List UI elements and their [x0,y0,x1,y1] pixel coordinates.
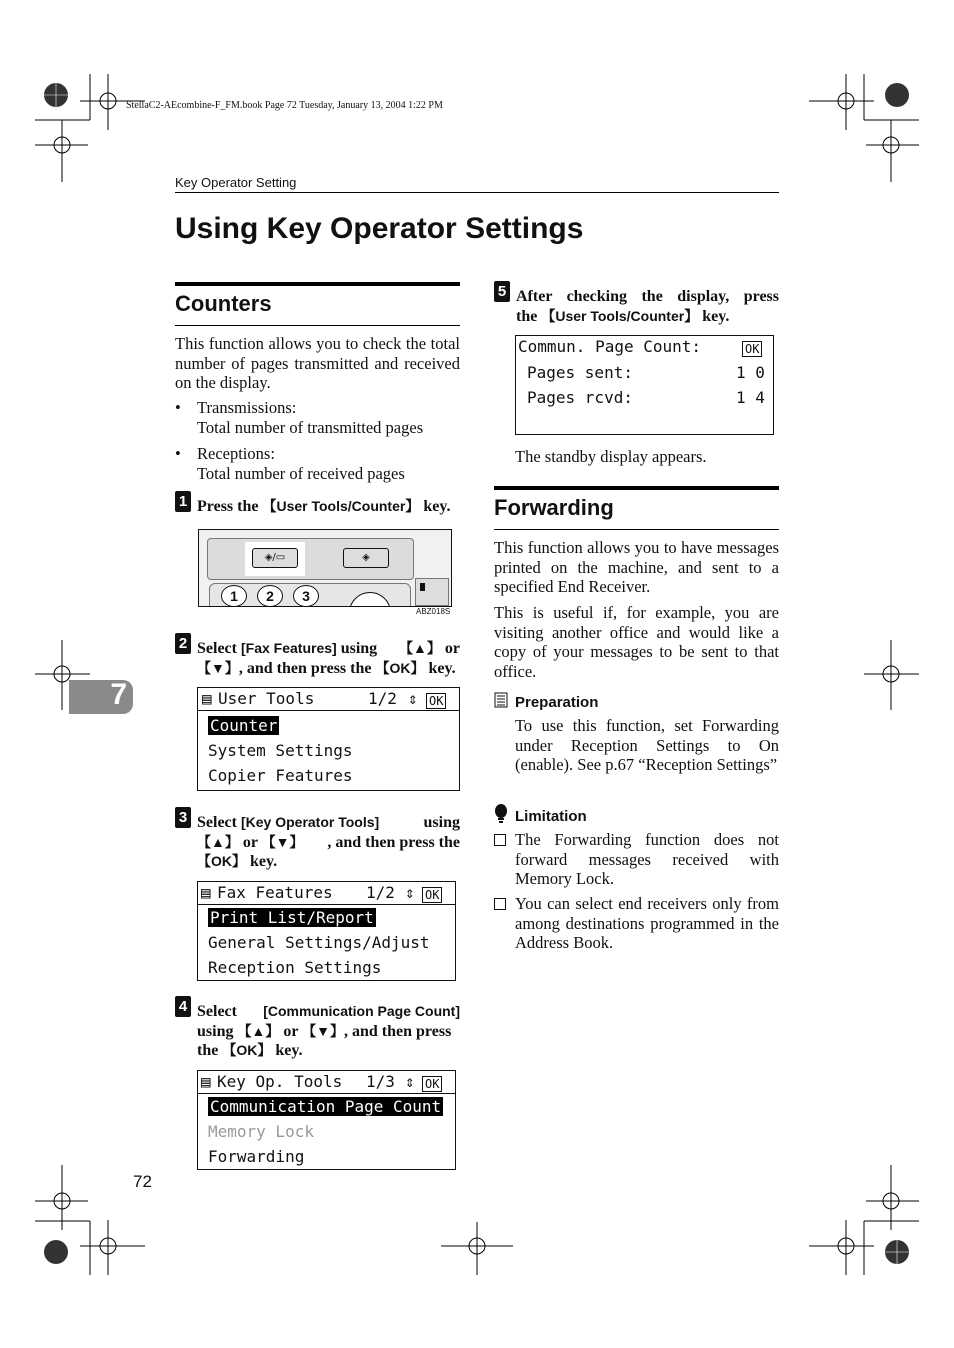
step-2-number: 2 [175,633,191,654]
book-metadata: StellaC2-AEcombine-F_FM.book Page 72 Tuesday, January 13, 2004 1:22 PM [126,100,443,111]
preparation-text: To use this function, set Forwarding under Reception Settings to On (enable). See p.67 “Reception Settings” [515,716,779,774]
limitation-item-1 [494,830,779,892]
step-2-l2b: key. [424,659,456,677]
step-4-l2b: or [279,1022,303,1040]
step-5-text [516,287,779,326]
step-3-l1b: using [423,814,460,831]
ok-key: 【OK】 [197,853,246,869]
lcd-title: User Tools [218,689,315,708]
bullet-detail: Total number of transmitted pages [197,418,424,437]
step-4-l1a: Select [197,1003,237,1020]
fax-features-key: [Fax Features] [240,640,337,656]
down-arrow-key: 【▼】 [197,659,239,676]
communication-page-count-key: [Communication Page Count] [263,1003,460,1019]
step-5-l2b: key. [698,307,730,325]
header-rule [175,192,779,193]
lcd-page-count [515,335,774,435]
bullet-transmissions [175,398,460,442]
up-arrow-key: 【▲】 [237,1022,280,1039]
running-head: Key Operator Setting [175,175,297,190]
step-3-line-2 [197,833,460,853]
lcd-row-selected [208,1097,443,1116]
counters-heading: Counters [175,291,272,316]
user-tools-button-icon: ◈/▭ [252,548,298,568]
step-5-line-2 [516,307,779,327]
lcd-title-bar [198,688,459,711]
up-arrow-key: 【▲】 [197,833,239,850]
checkbox-icon [494,898,506,910]
step-3-l2a: or [238,833,262,851]
lcd-page: 1/2 [366,883,395,902]
limitation-heading: Limitation [515,808,587,825]
pages-rcvd-value: 1 4 [736,388,765,407]
counters-intro: This function allows you to check the total number of pages transmitted and received on the display. [175,334,460,392]
lcd-row-copier-features: Copier Features [208,766,353,785]
ok-label: OK [742,341,762,357]
step-4-line-2 [197,1022,460,1042]
ok-indicator [742,338,762,357]
down-arrow-key: 【▼】 [302,1022,344,1039]
ok-indicator [422,884,442,903]
lcd-title-bar [198,882,455,905]
forwarding-para-1: This function allows you to have messages printed on the machine, and sent to a specified End Receiver. [494,538,779,596]
lcd-row-counter: Counter [210,716,278,735]
bullet-label: Receptions: [197,444,275,463]
up-arrow-key: 【▲】 [399,640,441,656]
lcd-row-selected [208,908,376,927]
step-3-number: 3 [175,807,191,828]
ok-key: 【OK】 [375,659,425,676]
key-operator-tools-key: [Key Operator Tools] [240,814,380,830]
limitation-icon [494,804,508,824]
ok-label: OK [422,1076,442,1092]
ok-label: OK [422,887,442,903]
step-5-number: 5 [494,281,510,302]
up-down-icon: ⇕ [405,1072,415,1091]
chapter-number: 7 [110,678,127,711]
limitation-text-2: You can select end receivers only from among destinations programmed in the Address Book. [515,894,779,952]
bullet-dot: • [175,444,181,463]
chapter-tab [69,680,133,714]
preparation-icon [494,692,508,708]
step-2-text [197,639,460,678]
step-3-l2b: , and then press the [327,833,460,851]
lcd-title: Key Op. Tools [217,1072,343,1091]
check-button-icon: ◈ [343,548,389,568]
step-3-line-3 [197,852,460,872]
lcd-title-bar [516,336,773,358]
limitation-text-1: The Forwarding function does not forward messages received with Memory Lock. [515,830,779,888]
lcd-row-general-settings: General Settings/Adjust [208,933,430,952]
numeric-key-3: 3 [293,585,319,607]
step-4-l2c: , and then press [344,1022,452,1040]
lcd-title-bar [198,1071,455,1094]
illustration-code: ABZ018S [416,607,451,616]
lcd-page: 1/2 [368,689,397,708]
forwarding-heading: Forwarding [494,495,614,520]
step-4-line-3 [197,1041,460,1061]
step-4-number: 4 [175,996,191,1017]
lcd-row-communication-page-count: Communication Page Count [210,1097,442,1116]
step-4-line-1 [197,1002,460,1022]
step-3-l1a: Select [197,814,241,831]
step-5-line-1: After checking the display, press [516,288,779,305]
control-panel-illustration [198,529,452,607]
bullet-receptions [175,444,460,488]
lcd-page: 1/3 [366,1072,395,1091]
page-title: Using Key Operator Settings [175,212,584,245]
standby-note: The standby display appears. [515,447,707,466]
step-5-l2a: the [516,307,542,325]
step-2-l2a: , and then press the [238,659,376,677]
page-number: 72 [133,1172,152,1191]
lcd-row-print-list: Print List/Report [210,908,374,927]
lcd-fax-features [197,881,456,981]
step-3-l3a: key. [246,853,278,870]
lcd-row-forwarding: Forwarding [208,1147,305,1166]
lcd-title: Fax Features [217,883,333,902]
counters-heading-rule [175,325,460,326]
step-4-l2a: using [197,1022,238,1040]
step-2-line-2 [197,659,460,679]
checkbox-icon [494,834,506,846]
up-down-icon: ⇕ [405,883,415,902]
forwarding-heading-rule [494,529,779,530]
counters-heading-bar [175,282,460,286]
step-4-l3a: the [197,1042,223,1059]
step-1-pre: Press the [197,498,263,515]
ok-indicator [426,690,446,709]
step-2-l1c: or [440,640,460,657]
step-1-number: 1 [175,491,191,512]
menu-icon: ▤ [201,1072,211,1091]
lcd-title: Commun. Page Count: [518,337,702,356]
step-4-text [197,1002,460,1061]
indicator-lamp-icon [420,583,425,591]
pages-sent-value: 1 0 [736,363,765,382]
ok-key: 【OK】 [222,1042,272,1058]
bullet-dot: • [175,398,181,417]
step-2-line-1 [197,639,460,659]
lcd-row-selected [208,716,279,735]
lcd-key-op-tools [197,1070,456,1170]
lcd-row-reception-settings: Reception Settings [208,958,382,977]
step-1-post: key. [419,498,451,515]
lcd-row-system-settings: System Settings [208,741,353,760]
preparation-heading: Preparation [515,694,599,711]
forwarding-heading-bar [494,486,779,490]
ok-indicator [422,1073,442,1092]
menu-icon: ▤ [201,883,211,902]
user-tools-counter-key: 【User Tools/Counter】 [262,498,420,514]
user-tools-counter-key: 【User Tools/Counter】 [541,307,699,324]
down-arrow-key: 【▼】 [261,833,304,850]
step-3-text [197,813,460,872]
step-2-l1b: using [336,640,378,657]
step-2-l1a: Select [197,640,241,657]
step-1-text [197,497,460,517]
numeric-key-1: 1 [221,585,247,607]
up-down-icon: ⇕ [408,689,418,708]
forwarding-para-2: This is useful if, for example, you are visiting another office and would like a copy of your messages to be sent to that office. [494,603,779,681]
lcd-user-tools [197,687,460,791]
menu-icon: ▤ [202,689,212,708]
pages-sent-label: Pages sent: [527,363,633,382]
limitation-item-2 [494,894,779,956]
bullet-detail: Total number of received pages [197,464,405,483]
numeric-key-2: 2 [257,585,283,607]
pages-rcvd-label: Pages rcvd: [527,388,633,407]
step-4-l3b: key. [271,1042,303,1059]
step-3-line-1 [197,813,460,833]
bullet-label: Transmissions: [197,398,297,417]
ok-label: OK [426,693,446,709]
lcd-row-memory-lock: Memory Lock [208,1122,314,1141]
